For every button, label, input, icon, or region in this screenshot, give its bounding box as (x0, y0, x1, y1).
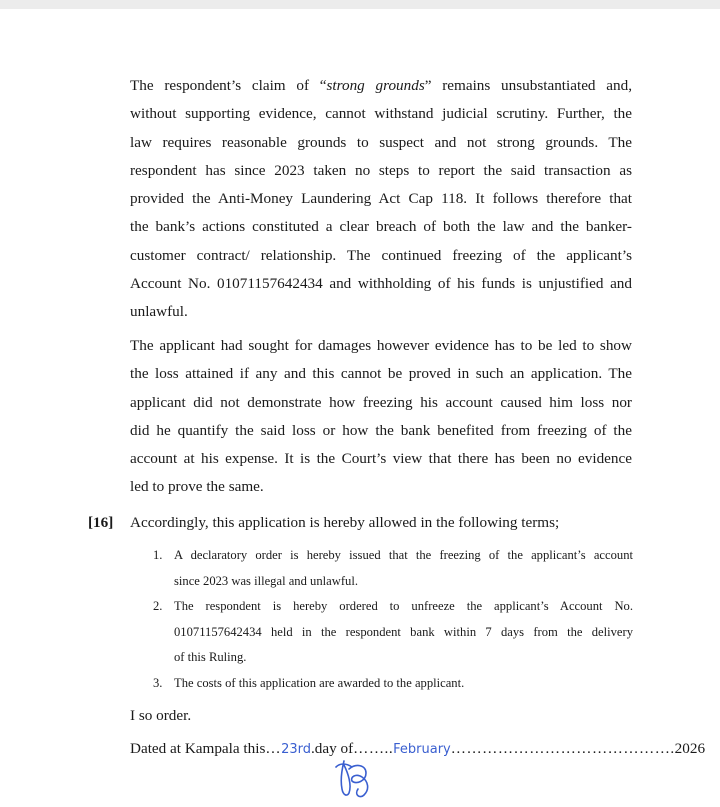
dots: ……………………………………. (450, 740, 675, 757)
so-order-text: I so order. (130, 707, 192, 724)
handwritten-day: 23rd (281, 742, 311, 757)
paragraph-number: [16] (88, 514, 114, 531)
paragraph-line: unlawful. (130, 303, 188, 321)
order-line: 01071157642434 held in the respondent bank within 7 days from the delivery (174, 624, 633, 639)
order-index: 2. (153, 599, 163, 613)
order-line: A declaratory order is hereby issued that the freezing of the applicant’s account (174, 548, 633, 562)
orders-list (153, 543, 633, 696)
paragraph-16-text: Accordingly, this application is hereby allowed in the following terms; (130, 514, 560, 531)
paragraph-1 (130, 72, 632, 327)
paragraph-line: The applicant had sought for damages however evidence has to be led to show (130, 337, 632, 354)
dots: …….. (353, 740, 394, 757)
order-item (153, 671, 633, 697)
paragraph-line: the bank’s actions constituted a clear breach of both the law and the banker- (130, 218, 632, 236)
year-text: 2026 (674, 740, 706, 757)
paragraph-line: law requires reasonable grounds to suspect and not strong grounds. The (130, 133, 632, 151)
paragraph-line: provided the Anti-Money Laundering Act Cap 118. It follows therefore that (130, 190, 632, 208)
emphasis-text: strong grounds (326, 77, 425, 94)
order-line: The respondent is hereby ordered to unfreeze the applicant’s Account No. (174, 599, 633, 613)
paragraph-line: without supporting evidence, cannot withstand judicial scrutiny. Further, the (130, 105, 632, 123)
order-index: 1. (153, 548, 163, 562)
order-item (153, 594, 633, 671)
handwritten-month: February (393, 742, 451, 757)
paragraph-line: respondent has since 2023 taken no steps to report the said transaction as (130, 161, 632, 179)
paragraph-line: Account No. 01071157642434 and withholding of his funds is unjustified and (130, 275, 632, 293)
order-line: of this Ruling. (174, 650, 247, 664)
paragraph-line: customer contract/ relationship. The continued freezing of the applicant’s (130, 246, 632, 264)
paragraph-2 (130, 332, 632, 502)
paragraph-line: the loss attained if any and this cannot be proved in such an application. The (130, 365, 632, 383)
text-fragment: The respondent’s claim of “ (130, 77, 327, 94)
order-index: 3. (153, 675, 163, 690)
signature-icon (330, 755, 380, 801)
order-line: since 2023 was illegal and unlawful. (174, 573, 358, 588)
day-of-text: .day of (310, 740, 354, 757)
paragraph-1-line-1 (130, 72, 632, 100)
paragraph-line: account at his expense. It is the Court’s view that there has been no evidence (130, 450, 632, 468)
order-item (153, 543, 633, 594)
dots: … (265, 740, 282, 757)
dated-line (130, 735, 706, 764)
dated-prefix: Dated at Kampala this (130, 740, 266, 757)
paragraph-line: did he quantify the said loss or how the bank benefited from freezing of the (130, 421, 632, 439)
paragraph-line: led to prove the same. (130, 478, 264, 496)
paragraph-line: applicant did not demonstrate how freezing his account caused him loss nor (130, 393, 632, 411)
order-line: The costs of this application are awarded to the applicant. (174, 675, 465, 690)
text-fragment: ” remains unsubstantiated and, (424, 77, 632, 94)
paragraph-16 (88, 509, 648, 537)
